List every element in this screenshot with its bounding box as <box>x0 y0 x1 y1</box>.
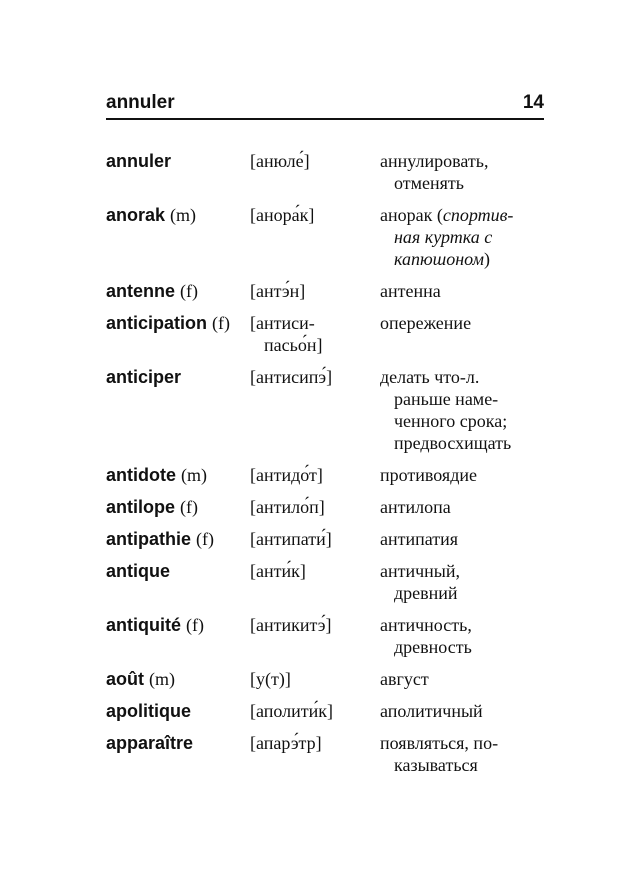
translation-line: ченного срока; <box>394 411 508 431</box>
pronunciation <box>250 150 380 194</box>
gender: (m) <box>181 465 208 485</box>
entry-antipathie <box>106 528 546 550</box>
entry-headword <box>106 528 250 550</box>
translation-line: антилопа <box>380 497 451 517</box>
translation <box>380 528 546 550</box>
entry-apparaitre <box>106 732 546 776</box>
pronunciation <box>250 280 380 302</box>
translation-note: спортив- <box>442 205 514 225</box>
entry-headword <box>106 560 250 604</box>
translation-line: античный, <box>380 561 461 581</box>
entry-headword <box>106 150 250 194</box>
translation-text: ) <box>483 249 490 269</box>
translation-line: раньше наме- <box>394 389 499 409</box>
term: août <box>106 669 144 689</box>
translation <box>380 668 546 690</box>
pronunciation-text: [антило́п] <box>250 497 325 517</box>
pronunciation-text: [антиси- <box>250 313 315 333</box>
pronunciation-text: [апарэ́тр] <box>250 733 322 753</box>
translation <box>380 280 546 302</box>
pronunciation-text: [антидо́т] <box>250 465 323 485</box>
pronunciation <box>250 668 380 690</box>
pronunciation-text: [антикитэ́] <box>250 615 332 635</box>
translation-line: противоядие <box>380 465 477 485</box>
pronunciation-text: [анти́к] <box>250 561 306 581</box>
term: apparaître <box>106 733 194 753</box>
header-rule <box>106 118 544 120</box>
gender: (m) <box>149 669 176 689</box>
translation <box>380 464 546 486</box>
pronunciation <box>250 528 380 550</box>
translation-line: антипатия <box>380 529 459 549</box>
pronunciation-text: [у(т)] <box>250 669 291 689</box>
translation-note: ная куртка с <box>394 227 493 247</box>
entry-anorak <box>106 204 546 270</box>
gender: (f) <box>186 615 204 635</box>
entry-anticiper <box>106 366 546 454</box>
entry-headword <box>106 312 250 356</box>
pronunciation-text: [антисипэ́] <box>250 367 333 387</box>
gender: (m) <box>170 205 197 225</box>
entry-antenne <box>106 280 546 302</box>
term: antiquité <box>106 615 181 635</box>
translation <box>380 150 546 194</box>
pronunciation <box>250 496 380 518</box>
translation-line: отменять <box>394 173 464 193</box>
pronunciation <box>250 464 380 486</box>
translation-line: опережение <box>380 313 472 333</box>
entry-antiquite <box>106 614 546 658</box>
translation <box>380 496 546 518</box>
entry-headword <box>106 204 250 270</box>
entry-annuler <box>106 150 546 194</box>
translation-line <box>380 204 546 226</box>
entry-aout <box>106 668 546 690</box>
header-word: annuler <box>106 92 175 113</box>
entry-antidote <box>106 464 546 486</box>
entry-headword <box>106 668 250 690</box>
term: antenne <box>106 281 176 301</box>
entry-antilope <box>106 496 546 518</box>
pronunciation <box>250 560 380 604</box>
gender: (f) <box>180 497 199 517</box>
translation-note: капюшоном <box>394 249 484 269</box>
translation-line: античность, <box>380 615 472 635</box>
translation-line: древний <box>394 583 458 603</box>
term: anticipation <box>106 313 208 333</box>
entry-headword <box>106 732 250 776</box>
translation-text: анорак ( <box>380 205 443 225</box>
entry-headword <box>106 280 250 302</box>
translation <box>380 560 546 604</box>
pronunciation-text: [антэ́н] <box>250 281 306 301</box>
entry-headword <box>106 464 250 486</box>
pronunciation-text: [аполити́к] <box>250 701 333 721</box>
term: antidote <box>106 465 176 485</box>
translation-line: казываться <box>394 755 478 775</box>
term: antilope <box>106 497 176 517</box>
gender: (f) <box>212 313 231 333</box>
translation-line: аннулировать, <box>380 151 489 171</box>
running-header <box>106 92 544 120</box>
entry-anticipation <box>106 312 546 356</box>
translation-line: предвосхищать <box>394 433 512 453</box>
term: antipathie <box>106 529 192 549</box>
translation-line: появляться, по- <box>380 733 499 753</box>
translation <box>380 732 546 776</box>
pronunciation <box>250 614 380 658</box>
entry-headword <box>106 700 250 722</box>
translation-line <box>380 248 546 270</box>
term: antique <box>106 561 171 581</box>
pronunciation-text: пасьо́н] <box>264 335 323 355</box>
translation-line: август <box>380 669 429 689</box>
pronunciation <box>250 366 380 454</box>
pronunciation-text: [анора́к] <box>250 205 315 225</box>
pronunciation <box>250 732 380 776</box>
pronunciation-text: [анюле́] <box>250 151 310 171</box>
entry-list <box>106 150 546 786</box>
pronunciation-text: [антипати́] <box>250 529 332 549</box>
pronunciation <box>250 312 380 356</box>
pronunciation <box>250 204 380 270</box>
translation <box>380 312 546 356</box>
term: annuler <box>106 151 172 171</box>
translation-line: делать что-л. <box>380 367 480 387</box>
entry-apolitique <box>106 700 546 722</box>
translation <box>380 614 546 658</box>
translation-line: древность <box>394 637 472 657</box>
entry-antique <box>106 560 546 604</box>
entry-headword <box>106 366 250 454</box>
term: anorak <box>106 205 166 225</box>
page-number: 14 <box>522 92 544 113</box>
gender: (f) <box>180 281 199 301</box>
translation-line: антенна <box>380 281 441 301</box>
term: anticiper <box>106 367 182 387</box>
gender: (f) <box>196 529 215 549</box>
entry-headword <box>106 496 250 518</box>
translation <box>380 366 546 454</box>
pronunciation <box>250 700 380 722</box>
translation-line: аполитичный <box>380 701 483 721</box>
entry-headword <box>106 614 250 658</box>
term: apolitique <box>106 701 191 721</box>
translation <box>380 204 546 270</box>
translation <box>380 700 546 722</box>
